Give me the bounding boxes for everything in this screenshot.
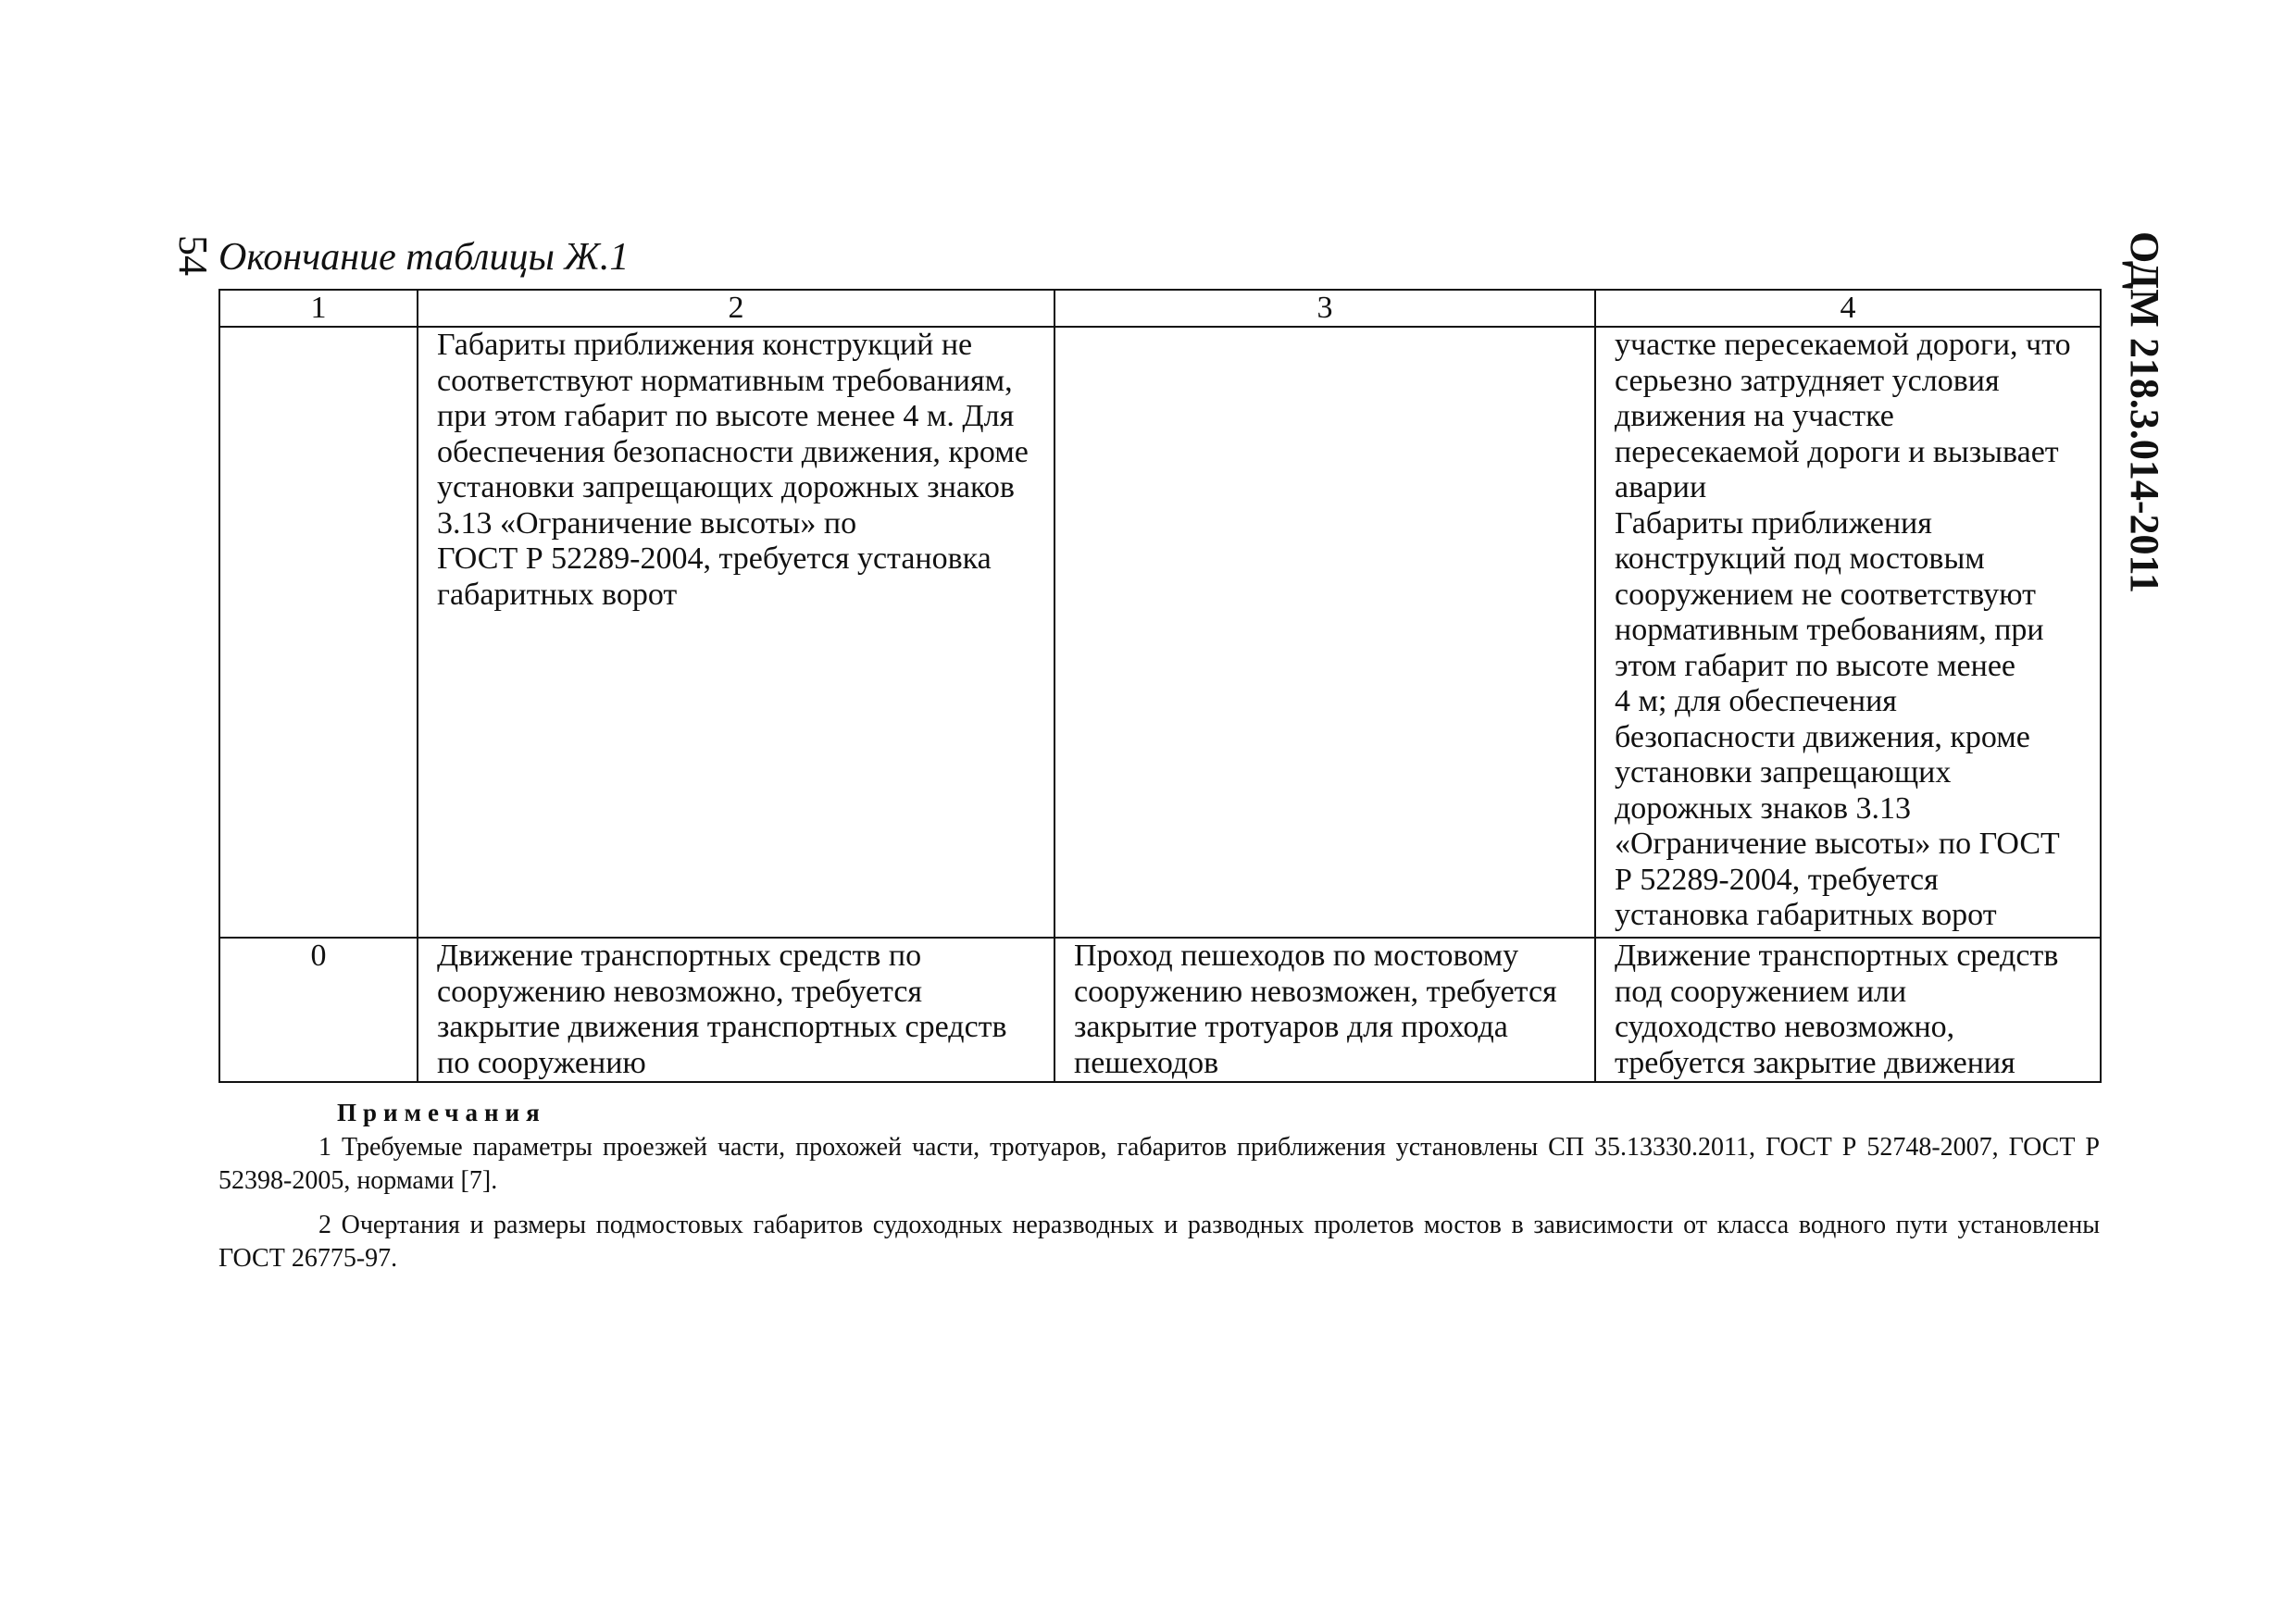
page-number: 54 (170, 235, 216, 276)
notes-heading: Примечания (337, 1099, 546, 1126)
note-item-2: 2 Очертания и размеры подмостовых габаритов судоходных неразводных и разводных пролетов мостов в зависимости от класса водного пути установлены ГОСТ 26775-97. (218, 1211, 2100, 1273)
column-header-3: 3 (1054, 290, 1595, 327)
level-cell (219, 938, 418, 1082)
table-row (219, 938, 2101, 1082)
under-bridge-text: Движение транспортных средств под сооружением или судоходство невозможно, требуется закрытие движения (1615, 939, 2059, 1080)
document-code: ОДМ 218.3.014-2011 (2122, 231, 2167, 594)
table-header-row (219, 290, 2101, 327)
column-header-1: 1 (219, 290, 418, 327)
column-header-4: 4 (1595, 290, 2101, 327)
sidewalk-cell (1054, 327, 1595, 938)
notes-section (218, 1094, 2100, 1275)
under-bridge-cell (1595, 938, 2101, 1082)
column-header-2: 2 (418, 290, 1054, 327)
table-row (219, 327, 2101, 938)
main-table (218, 289, 2102, 1083)
under-bridge-text: участке пересекаемой дороги, что серьезно затрудняет условия движения на участке пересекаемой дороги и вызывает аварии Габариты приближения конструкций под мостовым сооружением не соответствуют нормативным требованиям, при этом габарит по высоте менее 4 м; для обеспечения безопасности движения, кроме установки запрещающих дорожных знаков 3.13 «Ограничение высоты» по ГОСТ Р 52289-2004, требуется установка габаритных ворот (1615, 328, 2071, 932)
sidewalk-cell (1054, 938, 1595, 1082)
under-bridge-cell (1595, 327, 2101, 938)
sidewalk-text: Проход пешеходов по мостовому сооружению невозможен, требуется закрытие тротуаров для прохода пешеходов (1074, 939, 1557, 1080)
table-title: Окончание таблицы Ж.1 (218, 236, 630, 279)
roadway-cell (418, 938, 1054, 1082)
roadway-cell (418, 327, 1054, 938)
level-value: 0 (310, 939, 327, 973)
roadway-text: Движение транспортных средств по сооружению невозможно, требуется закрытие движения транспортных средств по сооружению (437, 939, 1007, 1080)
level-cell (219, 327, 418, 938)
roadway-text: Габариты приближения конструкций не соответствуют нормативным требованиям, при этом габарит по высоте менее 4 м. Для обеспечения безопасности движения, кроме установки запрещающих дорожных знаков 3.13 «Ограничение высоты» по ГОСТ Р 52289-2004, требуется установка габаритных ворот (437, 328, 1029, 612)
note-item-1: 1 Требуемые параметры проезжей части, прохожей части, тротуаров, габаритов приближения установлены СП 35.13330.2011, ГОСТ Р 52748-2007, ГОСТ Р 52398-2005, нормами [7]. (218, 1133, 2100, 1195)
